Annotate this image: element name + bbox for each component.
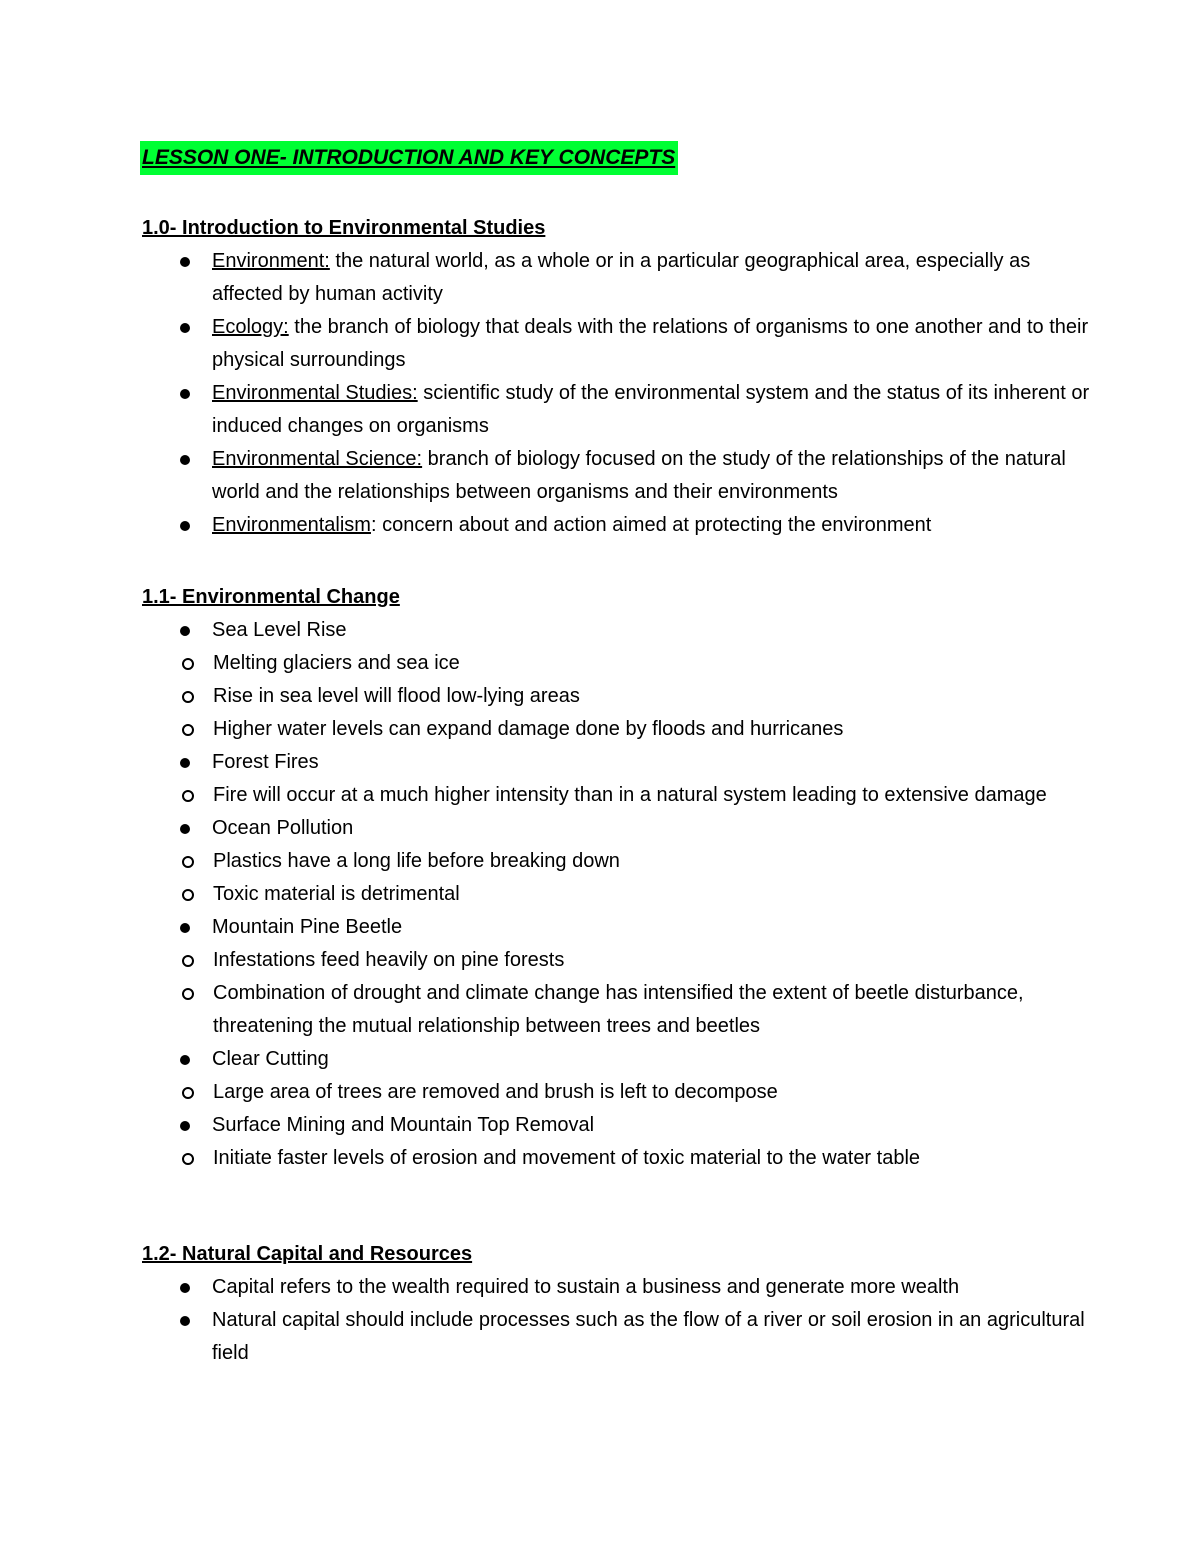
sub-item-text: Infestations feed heavily on pine forests (213, 949, 565, 971)
item-label: Forest Fires (212, 751, 319, 773)
bullet-icon (180, 1316, 190, 1326)
bullet-icon (180, 1283, 190, 1293)
definition-text: scientific study of the environmental system and the status of its inherent or induced changes on organisms (212, 382, 1090, 437)
section-environmental-change (142, 581, 1102, 1175)
sub-list-item (142, 680, 1102, 713)
sub-list-item (142, 944, 1102, 977)
sub-list-item (142, 1142, 1102, 1175)
list-item (142, 1109, 1102, 1142)
hollow-bullet-icon (182, 955, 194, 967)
section-heading: 1.0- Introduction to Environmental Studies (142, 217, 546, 239)
hollow-bullet-icon (182, 856, 194, 868)
sub-item-text: Fire will occur at a much higher intensity than in a natural system leading to extensive damage (213, 784, 1047, 806)
hollow-bullet-icon (182, 691, 194, 703)
bullet-icon (180, 923, 190, 933)
list-item (142, 1304, 1102, 1370)
lesson-title: LESSON ONE- INTRODUCTION AND KEY CONCEPTS (140, 141, 678, 175)
list-item (142, 311, 1102, 377)
bullet-icon (180, 758, 190, 768)
bullet-icon (180, 323, 190, 333)
list-item (142, 746, 1102, 779)
change-list (142, 614, 1102, 1175)
list-item (142, 509, 1102, 542)
sub-list-item (142, 647, 1102, 680)
capital-list (142, 1271, 1102, 1370)
list-item (142, 614, 1102, 647)
sub-item-text: Melting glaciers and sea ice (213, 652, 460, 674)
definition-term: Environment: (212, 250, 330, 272)
sub-item-text: Plastics have a long life before breaking down (213, 850, 620, 872)
item-label: Surface Mining and Mountain Top Removal (212, 1114, 595, 1136)
hollow-bullet-icon (182, 889, 194, 901)
definition-text: the branch of biology that deals with the relations of organisms to one another and to their physical surroundings (212, 316, 1089, 371)
hollow-bullet-icon (182, 724, 194, 736)
definitions-list (142, 245, 1102, 542)
section-heading: 1.2- Natural Capital and Resources (142, 1243, 473, 1265)
sub-item-text: Higher water levels can expand damage done by floods and hurricanes (213, 718, 844, 740)
bullet-icon (180, 824, 190, 834)
bullet-icon (180, 389, 190, 399)
bullet-icon (180, 455, 190, 465)
sub-item-text: Rise in sea level will flood low-lying areas (213, 685, 580, 707)
sub-item-text: Combination of drought and climate change has intensified the extent of beetle disturbance, threatening the mutual relationship between trees and beetles (213, 982, 1024, 1037)
list-item (142, 377, 1102, 443)
list-item (142, 812, 1102, 845)
list-item (142, 1043, 1102, 1076)
item-text: Natural capital should include processes such as the flow of a river or soil erosion in an agricultural field (212, 1309, 1085, 1364)
section-intro (142, 212, 1102, 542)
definition-term: Environmental Science: (212, 448, 423, 470)
definition-text: : concern about and action aimed at protecting the environment (370, 514, 932, 536)
list-item (142, 245, 1102, 311)
item-label: Mountain Pine Beetle (212, 916, 403, 938)
definition-text: branch of biology focused on the study of the relationships of the natural world and the relationships between organisms and their environments (212, 448, 1066, 503)
definition-term: Environmental Studies: (212, 382, 418, 404)
sub-list-item (142, 779, 1102, 812)
definition-term: Environmentalism (212, 514, 371, 536)
sub-item-text: Initiate faster levels of erosion and movement of toxic material to the water table (213, 1147, 921, 1169)
hollow-bullet-icon (182, 1153, 194, 1165)
sub-list-item (142, 878, 1102, 911)
hollow-bullet-icon (182, 790, 194, 802)
item-text: Capital refers to the wealth required to sustain a business and generate more wealth (212, 1276, 960, 1298)
section-heading: 1.1- Environmental Change (142, 586, 400, 608)
bullet-icon (180, 1055, 190, 1065)
item-label: Sea Level Rise (212, 619, 347, 641)
definition-term: Ecology: (212, 316, 289, 338)
item-label: Ocean Pollution (212, 817, 354, 839)
list-item (142, 1271, 1102, 1304)
sub-list-item (142, 977, 1102, 1043)
sub-list-item (142, 1076, 1102, 1109)
section-natural-capital (142, 1238, 1102, 1370)
hollow-bullet-icon (182, 658, 194, 670)
list-item (142, 911, 1102, 944)
hollow-bullet-icon (182, 1087, 194, 1099)
sub-item-text: Toxic material is detrimental (213, 883, 460, 905)
bullet-icon (180, 1121, 190, 1131)
bullet-icon (180, 257, 190, 267)
sub-list-item (142, 713, 1102, 746)
sub-item-text: Large area of trees are removed and brush is left to decompose (213, 1081, 778, 1103)
definition-text: the natural world, as a whole or in a particular geographical area, especially as affected by human activity (212, 250, 1031, 305)
bullet-icon (180, 626, 190, 636)
list-item (142, 443, 1102, 509)
bullet-icon (180, 521, 190, 531)
item-label: Clear Cutting (212, 1048, 329, 1070)
hollow-bullet-icon (182, 988, 194, 1000)
sub-list-item (142, 845, 1102, 878)
